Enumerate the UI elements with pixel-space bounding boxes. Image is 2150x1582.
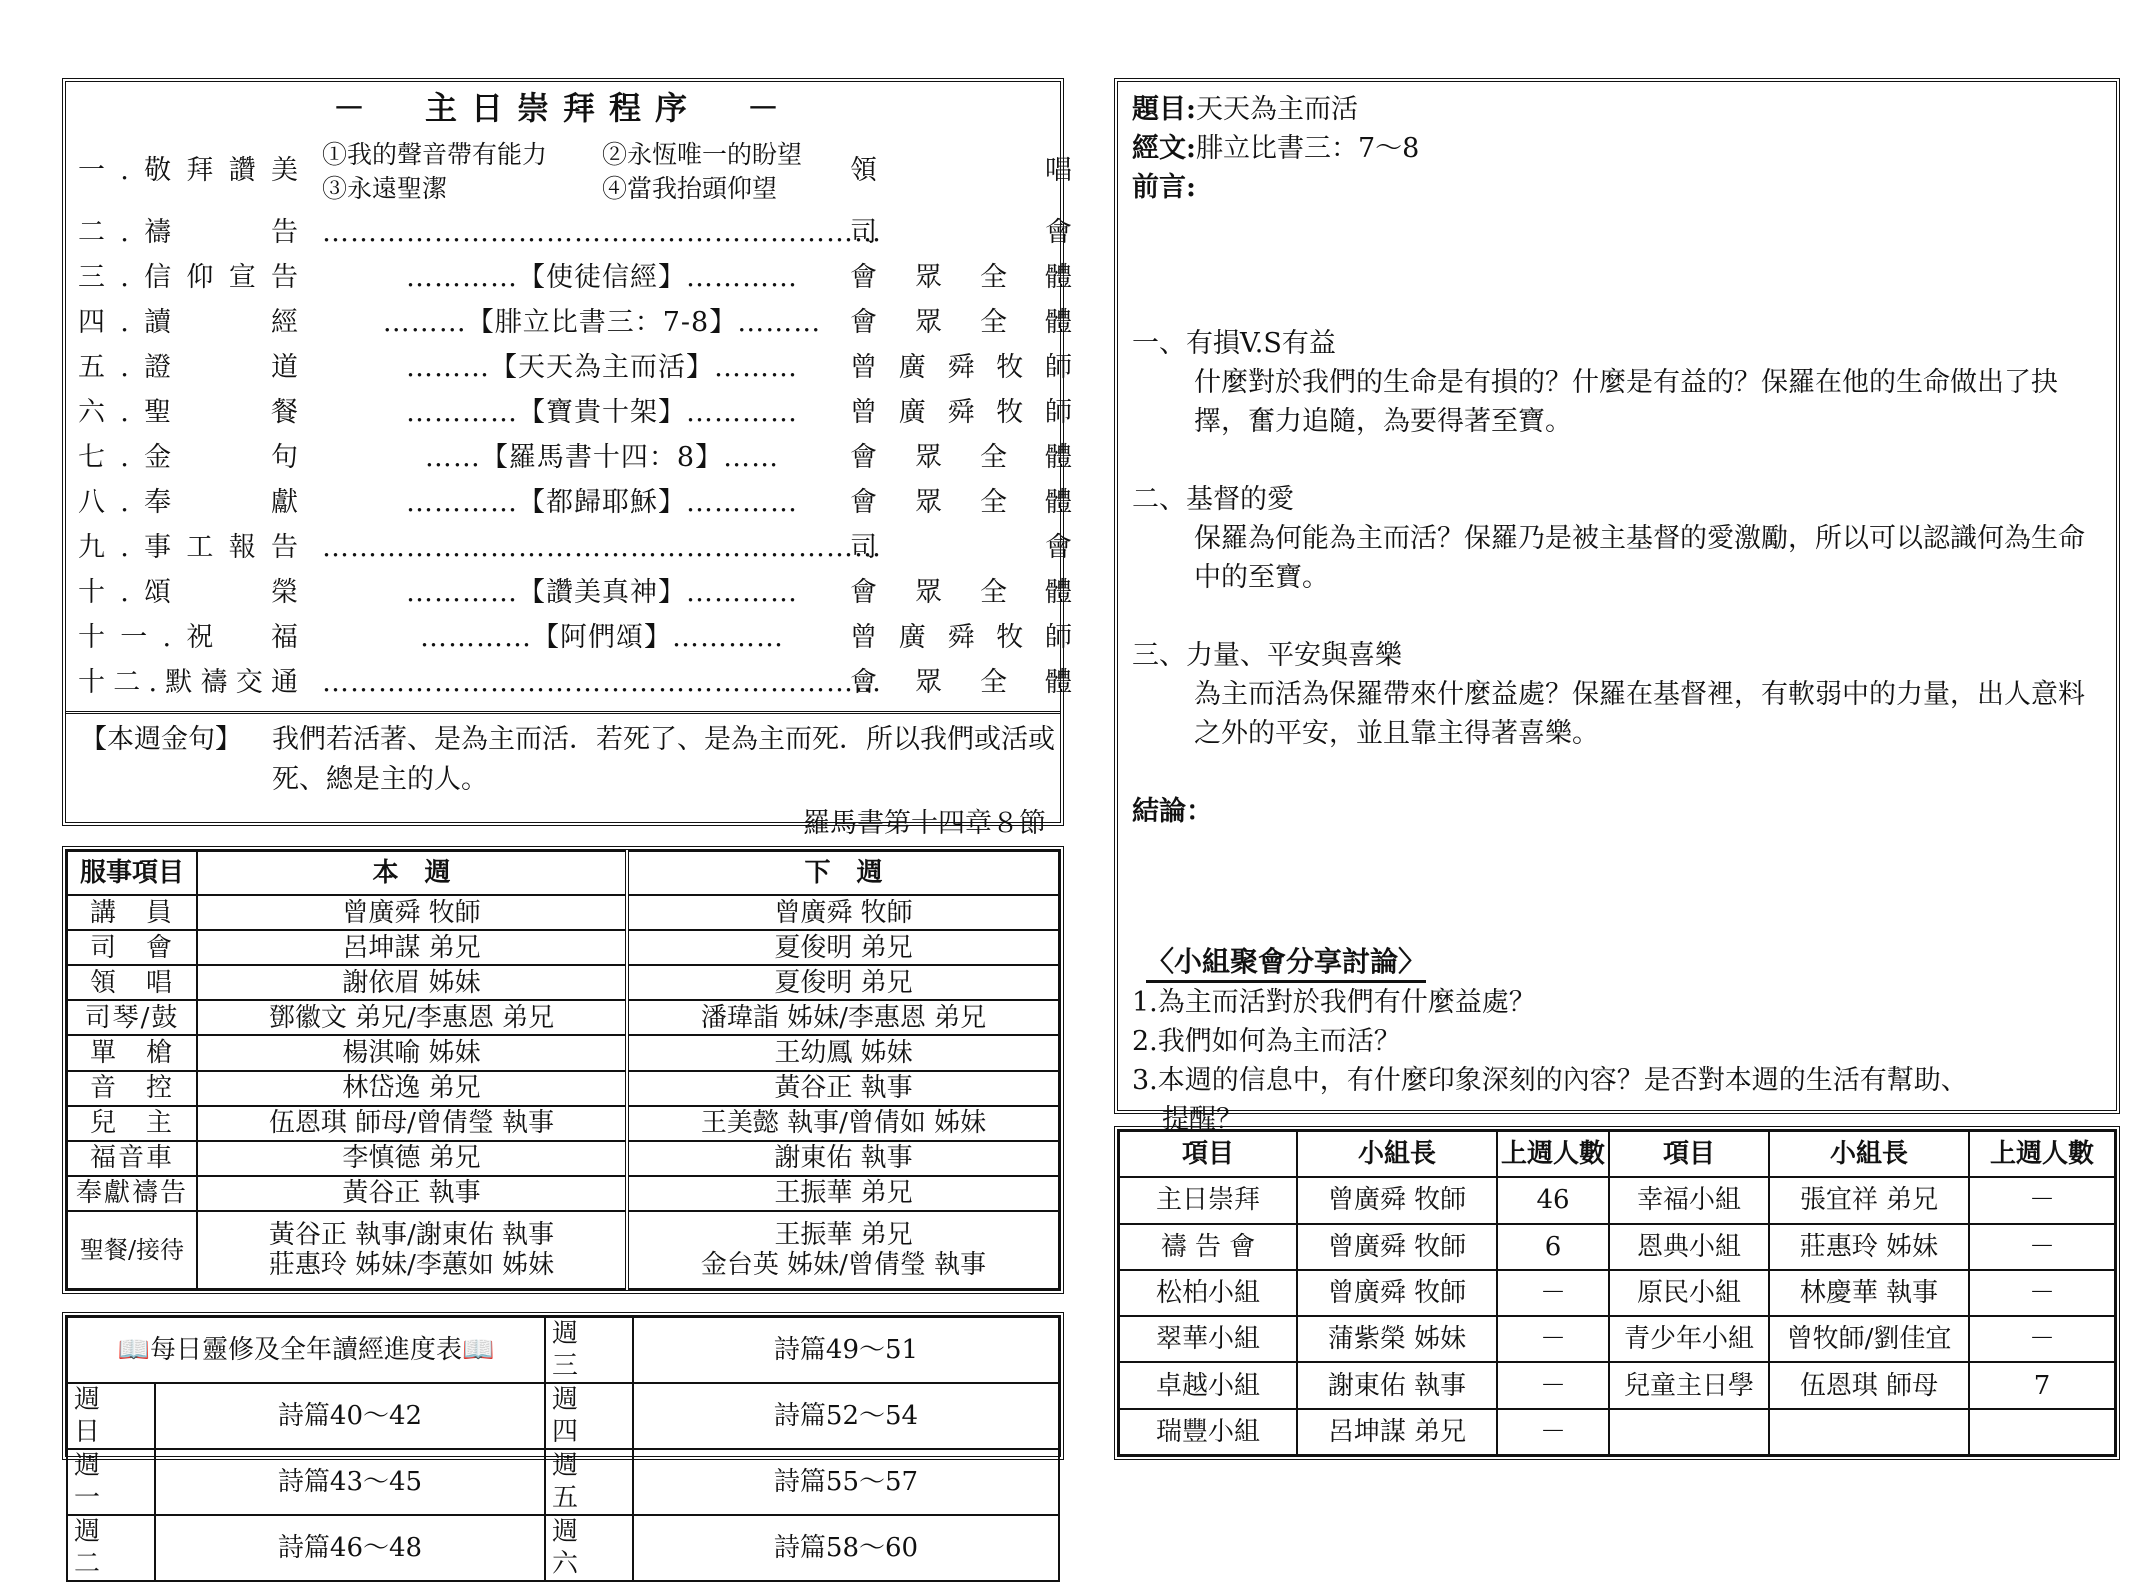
attendance-count: －	[1969, 1316, 2115, 1362]
service-item: 司琴/鼓	[67, 1000, 197, 1035]
table-row	[1119, 1270, 2115, 1316]
group-leader: 謝東佑 執事	[1297, 1362, 1497, 1408]
table-row	[1119, 1362, 2115, 1408]
program-leader: 曾廣舜牧師	[850, 622, 1072, 653]
next-week-cell: 謝東佑 執事	[627, 1141, 1059, 1176]
program-row	[72, 615, 1072, 660]
attendance-count	[1969, 1409, 2115, 1455]
this-week-cell: 謝依眉 姊妹	[197, 965, 627, 1000]
sermon-point-heading: 一、有損V.S有益	[1132, 328, 1336, 359]
program-row	[72, 300, 1072, 345]
program-row	[72, 255, 1072, 300]
group-name: 瑞豐小組	[1119, 1409, 1297, 1455]
reading-day: 週 六	[545, 1515, 633, 1581]
table-row	[67, 1176, 1059, 1211]
song-3: ③永遠聖潔	[322, 174, 448, 203]
attendance-count: 6	[1497, 1224, 1609, 1270]
sermon-conclusion-label: 結論：	[1132, 796, 1213, 827]
this-week-cell: 鄧徽文 弟兄/李惠恩 弟兄	[197, 1000, 627, 1035]
table-row	[1119, 1409, 2115, 1455]
table-row	[67, 1000, 1059, 1035]
program-label: 六.聖 餐	[78, 397, 298, 428]
next-week-cell: 王振華 弟兄	[627, 1176, 1059, 1211]
group-name: 主日崇拜	[1119, 1177, 1297, 1223]
service-item: 司 會	[67, 930, 197, 965]
program-label: 二.禱 告	[78, 217, 298, 248]
group-leader: 張宜祥 弟兄	[1769, 1177, 1969, 1223]
discussion-question: 提醒？	[1162, 1104, 1243, 1135]
table-header-row	[1119, 1131, 2115, 1177]
this-week-line: 莊惠玲 姊妹/李蕙如 姊妹	[268, 1250, 555, 1280]
table-row	[67, 1449, 1059, 1515]
sermon-title-line	[1132, 90, 2102, 129]
this-week-cell: 林岱逸 弟兄	[197, 1071, 627, 1106]
discussion-title: 〈小組聚會分享討論〉	[1146, 944, 1426, 983]
program-detail: …………【寶貴十架】…………	[406, 397, 798, 428]
worship-order-title: － 主日崇拜程序 －	[332, 89, 793, 127]
next-week-cell: 夏俊明 弟兄	[627, 930, 1059, 965]
column-header: 本 週	[197, 851, 627, 895]
group-leader: 曾牧師/劉佳宜	[1769, 1316, 1969, 1362]
reading-day: 週 一	[67, 1449, 155, 1515]
table-row	[67, 1383, 1059, 1449]
next-week-cell: 夏俊明 弟兄	[627, 965, 1059, 1000]
reading-passage: 詩篇58～60	[633, 1515, 1059, 1581]
column-header: 上週人數	[1497, 1131, 1609, 1177]
group-name: 禱 告 會	[1119, 1224, 1297, 1270]
program-label: 十二.默禱交通	[78, 667, 298, 698]
program-detail: …………【讚美真神】…………	[406, 577, 798, 608]
this-week-line: 黃谷正 執事/謝東佑 執事	[268, 1220, 555, 1250]
table-row	[67, 1071, 1059, 1106]
table-row	[1119, 1177, 2115, 1223]
table-row	[67, 930, 1059, 965]
sermon-point-body: 為主而活為保羅帶來什麼益處？保羅在基督裡，有軟弱中的力量，出人意料之外的平安，並且靠主得著喜樂。	[1194, 679, 2085, 749]
attendance-count: 7	[1969, 1362, 2115, 1408]
next-week-cell: 王幼鳳 姊妹	[627, 1035, 1059, 1070]
column-header: 小組長	[1297, 1131, 1497, 1177]
program-row-worship	[72, 134, 1072, 210]
sermon-point-body: 保羅為何能為主而活？保羅乃是被主基督的愛激勵，所以可以認識何為生命中的至寶。	[1194, 523, 2085, 593]
sermon-point	[1132, 324, 2102, 441]
table-row	[1119, 1316, 2115, 1362]
service-item: 講 員	[67, 895, 197, 930]
program-detail: …………【阿們頌】…………	[420, 622, 784, 653]
reading-day: 週 三	[545, 1317, 633, 1383]
golden-verse	[72, 714, 1054, 854]
reading-passage: 詩篇49～51	[633, 1317, 1059, 1383]
group-name: 卓越小組	[1119, 1362, 1297, 1408]
program-label: 四.讀 經	[78, 307, 298, 338]
group-leader: 曾廣舜 牧師	[1297, 1177, 1497, 1223]
group-leader: 呂坤謀 弟兄	[1297, 1409, 1497, 1455]
discussion-question: 1.為主而活對於我們有什麼益處？	[1132, 987, 1536, 1018]
group-leader: 林慶華 執事	[1769, 1270, 1969, 1316]
attendance-count: －	[1969, 1224, 2115, 1270]
discussion-question: 2.我們如何為主而活？	[1132, 1026, 1401, 1057]
reading-passage: 詩篇52～54	[633, 1383, 1059, 1449]
attendance-count: －	[1497, 1316, 1609, 1362]
sermon-point	[1132, 480, 2102, 597]
golden-verse-text: 我們若活著、是為主而活．若死了、是為主而死．所以我們或活或死、總是主的人。	[272, 724, 1055, 795]
reading-plan-table	[66, 1316, 1060, 1582]
program-leader: 會眾全體	[850, 307, 1072, 338]
reading-passage: 詩篇40～42	[155, 1383, 545, 1449]
this-week-cell: 黃谷正 執事	[197, 1176, 627, 1211]
table-row	[67, 1141, 1059, 1176]
program-leader: 會眾全體	[850, 577, 1072, 608]
attendance-count: －	[1497, 1362, 1609, 1408]
sermon-point	[1132, 636, 2102, 753]
table-row	[67, 895, 1059, 930]
service-item: 福音車	[67, 1141, 197, 1176]
column-header: 項目	[1119, 1131, 1297, 1177]
column-header: 小組長	[1769, 1131, 1969, 1177]
program-row	[72, 390, 1072, 435]
program-row	[72, 570, 1072, 615]
group-name: 兒童主日學	[1609, 1362, 1769, 1408]
this-week-cell: 呂坤謀 弟兄	[197, 930, 627, 965]
group-leader: 蒲紫榮 姊妹	[1297, 1316, 1497, 1362]
sermon-notes-panel	[1114, 78, 2120, 1135]
table-row	[67, 1211, 1059, 1289]
next-week-line: 王振華 弟兄	[774, 1220, 913, 1250]
program-leader: 會眾全體	[850, 262, 1072, 293]
program-row	[72, 435, 1072, 480]
next-week-cell: 黃谷正 執事	[627, 1071, 1059, 1106]
column-header: 上週人數	[1969, 1131, 2115, 1177]
attendance-table	[1118, 1130, 2116, 1456]
service-item: 奉獻禱告	[67, 1176, 197, 1211]
column-header: 服事項目	[67, 851, 197, 895]
attendance-count: －	[1497, 1409, 1609, 1455]
service-item: 兒 主	[67, 1106, 197, 1141]
sermon-text-label: 經文:	[1132, 133, 1196, 164]
reading-day: 週 四	[545, 1383, 633, 1449]
service-roster-table	[66, 850, 1060, 1290]
program-detail: ……………………………………………………	[322, 532, 882, 563]
group-name: 原民小組	[1609, 1270, 1769, 1316]
program-detail: ………【天天為主而活】………	[406, 352, 798, 383]
next-week-cell: 曾廣舜 牧師	[627, 895, 1059, 930]
table-row	[67, 1106, 1059, 1141]
attendance-count: －	[1497, 1270, 1609, 1316]
sermon-point-heading: 三、力量、平安與喜樂	[1132, 640, 1402, 671]
table-row	[67, 1317, 1059, 1383]
song-2: ②永恆唯一的盼望	[602, 140, 803, 169]
group-name: 青少年小組	[1609, 1316, 1769, 1362]
program-row	[72, 210, 1072, 255]
program-leader: 領 唱	[850, 155, 1072, 186]
this-week-cell: 伍恩琪 師母/曾倩瑩 執事	[197, 1106, 627, 1141]
table-row	[1119, 1224, 2115, 1270]
program-label: 十一.祝 福	[78, 622, 298, 653]
reading-day: 週 二	[67, 1515, 155, 1581]
next-week-line: 金台英 姊妹/曾倩瑩 執事	[700, 1250, 987, 1280]
sermon-point-body: 什麼對於我們的生命是有損的？什麼是有益的？保羅在他的生命做出了抉擇，奮力追隨，為要得著至寶。	[1194, 367, 2058, 437]
reading-plan-panel	[62, 1312, 1064, 1579]
program-leader: 司 會	[850, 532, 1072, 563]
program-detail: …………【使徒信經】…………	[406, 262, 798, 293]
sermon-title: 天天為主而活	[1195, 94, 1358, 125]
program-row	[72, 480, 1072, 525]
program-detail: ……………………………………………………	[322, 217, 882, 248]
reading-passage: 詩篇46～48	[155, 1515, 545, 1581]
this-week-cell: 楊淇喻 姊妹	[197, 1035, 627, 1070]
program-leader: 司 會	[850, 217, 1072, 248]
this-week-cell	[197, 1211, 627, 1289]
program-label: 七.金 句	[78, 442, 298, 473]
service-item: 單 槍	[67, 1035, 197, 1070]
column-header: 下 週	[627, 851, 1059, 895]
sermon-title-label: 題目:	[1132, 94, 1196, 125]
song-list	[322, 138, 882, 206]
program-label: 一.敬拜讚美	[78, 155, 298, 186]
table-row	[67, 965, 1059, 1000]
this-week-cell: 李慎德 弟兄	[197, 1141, 627, 1176]
table-row	[67, 1515, 1059, 1581]
reading-passage: 詩篇43～45	[155, 1449, 545, 1515]
program-leader: 會眾全體	[850, 442, 1072, 473]
sermon-point-heading: 二、基督的愛	[1132, 484, 1294, 515]
program-list	[72, 210, 1072, 705]
program-row	[72, 345, 1072, 390]
column-header: 項目	[1609, 1131, 1769, 1177]
reading-day: 週 五	[545, 1449, 633, 1515]
program-label: 五.證 道	[78, 352, 298, 383]
program-leader: 曾廣舜牧師	[850, 397, 1072, 428]
group-name: 翠華小組	[1119, 1316, 1297, 1362]
program-label: 三.信仰宣告	[78, 262, 298, 293]
group-leader: 莊惠玲 姊妹	[1769, 1224, 1969, 1270]
golden-verse-label: 【本週金句】	[80, 724, 242, 755]
next-week-cell	[627, 1211, 1059, 1289]
reading-day: 週 日	[67, 1383, 155, 1449]
service-roster-panel	[62, 846, 1064, 1294]
worship-order-panel	[62, 78, 1072, 839]
song-4: ④當我抬頭仰望	[602, 174, 778, 203]
program-detail: ………【腓立比書三：7-8】………	[382, 307, 822, 338]
next-week-cell: 王美懿 執事/曾倩如 姊妹	[627, 1106, 1059, 1141]
program-label: 十.頌 榮	[78, 577, 298, 608]
group-name: 幸福小組	[1609, 1177, 1769, 1223]
group-leader	[1769, 1409, 1969, 1455]
attendance-count: 46	[1497, 1177, 1609, 1223]
group-name	[1609, 1409, 1769, 1455]
program-leader: 會眾全體	[850, 487, 1072, 518]
attendance-count: －	[1969, 1177, 2115, 1223]
program-detail: ……………………………………………………	[322, 667, 882, 698]
program-label: 八.奉 獻	[78, 487, 298, 518]
table-row	[67, 1035, 1059, 1070]
song-1: ①我的聲音帶有能力	[322, 140, 548, 169]
table-header-row	[67, 851, 1059, 895]
program-detail: …………【都歸耶穌】…………	[406, 487, 798, 518]
program-label: 九.事工報告	[78, 532, 298, 563]
group-leader: 曾廣舜 牧師	[1297, 1224, 1497, 1270]
program-detail: ……【羅馬書十四：8】……	[424, 442, 780, 473]
sermon-intro-label: 前言:	[1132, 172, 1196, 203]
group-leader: 曾廣舜 牧師	[1297, 1270, 1497, 1316]
program-row	[72, 525, 1072, 570]
service-item: 領 唱	[67, 965, 197, 1000]
reading-plan-title: 📖每日靈修及全年讀經進度表📖	[67, 1317, 545, 1383]
reading-passage: 詩篇55～57	[633, 1449, 1059, 1515]
attendance-panel	[1114, 1126, 2120, 1460]
service-item: 音 控	[67, 1071, 197, 1106]
golden-verse-ref: 羅馬書第十四章８節	[803, 808, 1046, 839]
group-name: 恩典小組	[1609, 1224, 1769, 1270]
program-leader: 會眾全體	[850, 667, 1072, 698]
service-item: 聖餐/接待	[67, 1211, 197, 1289]
attendance-count: －	[1969, 1270, 2115, 1316]
program-leader: 曾廣舜牧師	[850, 352, 1072, 383]
group-leader: 伍恩琪 師母	[1769, 1362, 1969, 1408]
sermon-text-line	[1132, 129, 2102, 168]
sermon-text: 腓立比書三：7～8	[1195, 133, 1420, 164]
next-week-cell: 潘瑋詣 姊妹/李惠恩 弟兄	[627, 1000, 1059, 1035]
program-row	[72, 660, 1072, 705]
discussion-question: 3.本週的信息中，有什麼印象深刻的內容？是否對本週的生活有幫助、	[1132, 1065, 1968, 1096]
this-week-cell: 曾廣舜 牧師	[197, 895, 627, 930]
group-name: 松柏小組	[1119, 1270, 1297, 1316]
